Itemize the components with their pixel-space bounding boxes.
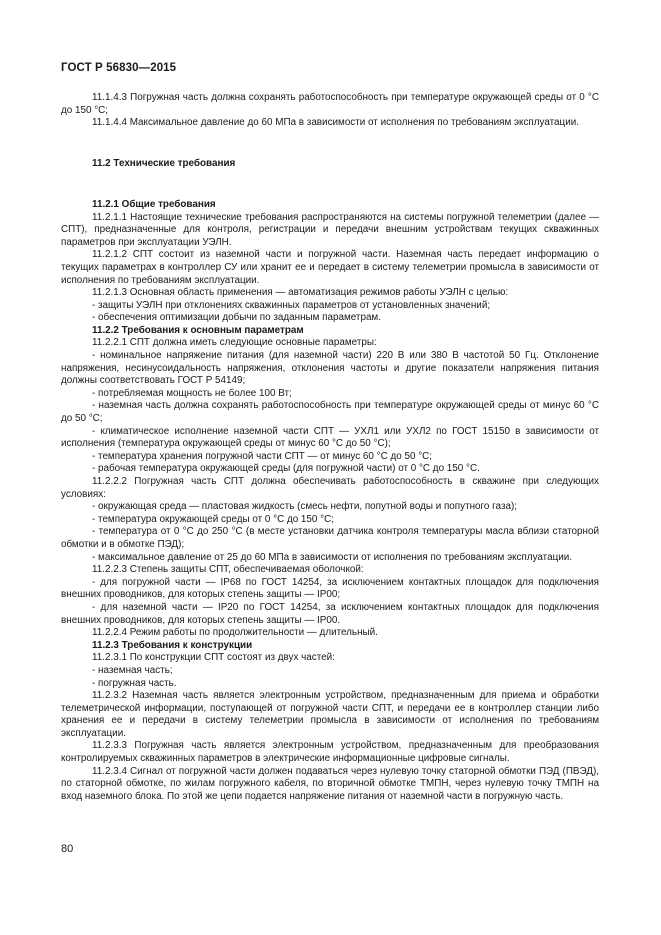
section-heading: 11.2.1 Общие требования — [92, 198, 216, 210]
paragraph: 11.2.2.2 Погружная часть СПТ должна обеспечивать работоспособность в скважине при следующих условиях: — [61, 476, 599, 500]
list-item: - температура от 0 °С до 250 °С (в месте установки датчика контроля температуры масла вблизи статорной обмотки и в обмотке ПЭД); — [61, 526, 599, 550]
section-spacer — [61, 140, 599, 149]
paragraph: 11.2.2.1 СПТ должна иметь следующие основные параметры: — [92, 337, 377, 349]
paragraph: 11.2.3.4 Сигнал от погружной части должен подаваться через нулевую точку статорной обмотки ПЭД (ПВЭД), по статорной обмотке, по жилам погружного кабеля, по вторичной обмотке ТМПН, через нулевую точку ТМПН на вход наземного блока. По этой же цепи подается напряжение питания от наземной части в погружную часть. — [61, 765, 599, 802]
paragraph: 11.2.2.3 Степень защиты СПТ, обеспечиваемая оболочкой: — [92, 564, 364, 576]
list-item: - максимальное давление от 25 до 60 МПа в зависимости от исполнения по требованиям эксплуатации. — [92, 551, 573, 563]
paragraph: 11.2.1.1 Настоящие технические требования распространяются на системы погружной телеметрии (далее — СПТ), предназначенные для контроля, регистрации и передачи внешним устройствам текущих скважинных параметров при эксплуатации УЭЛН. — [61, 211, 599, 248]
list-item: - наземная часть должна сохранять работоспособность при температуре окружающей среды от минус 60 °С до 50 °С; — [61, 400, 599, 425]
list-item: - рабочая температура окружающей среды (для погружной части) от 0 °С до 150 °С. — [92, 463, 480, 475]
paragraph: 11.2.3.1 По конструкции СПТ состоят из двух частей: — [92, 652, 335, 664]
section-spacer — [61, 181, 599, 190]
list-item: - погружная часть. — [92, 677, 177, 689]
paragraph: 11.2.3.3 Погружная часть является электронным устройством, предназначенным для преобразования контролируемых скважинных параметров в электрические информационные цифровые сигналы. — [61, 740, 599, 765]
list-item: - температура хранения погружной части СПТ — от минус 60 °С до 50 °С; — [92, 450, 433, 462]
section-heading: 11.2.2 Требования к основным параметрам — [92, 324, 304, 336]
paragraph: 11.1.4.3 Погружная часть должна сохранять работоспособность при температуре окружающей среды от 0 °С до 150 °С; — [61, 92, 599, 116]
paragraph: 11.2.1.2 СПТ состоит из наземной части и погружной части. Наземная часть передает информацию о текущих параметрах в контроллер СУ или хранит ее и передает в систему телеметрии промысла в зависимости от исполнения по требованиям эксплуатации. — [61, 249, 599, 286]
page-number: 80 — [61, 843, 74, 855]
section-heading: 11.2.3 Требования к конструкции — [92, 639, 253, 651]
list-item: - защиты УЭЛН при отклонениях скважинных параметров от установленных значений; — [92, 299, 491, 311]
paragraph: 11.2.3.2 Наземная часть является электронным устройством, предназначенным для приема и обработки телеметрической информации, поступающей от погружной части СПТ, и передачи ее в контроллер станции либо хранения ее и передачи в систему телеметрии промысла в зависимости от исполнения по требованиям эксплуатации. — [61, 690, 599, 739]
list-item: - наземная часть; — [92, 664, 173, 676]
section-heading: 11.2 Технические требования — [92, 158, 236, 170]
list-item: - окружающая среда — пластовая жидкость (смесь нефти, попутной воды и попутного газа); — [92, 501, 517, 513]
list-item: - для погружной части — IP68 по ГОСТ 14254, за исключением контактных площадок для подключения внешних проводников, для которых степень защиты — IP00; — [61, 576, 599, 601]
paragraph: 11.2.1.3 Основная область применения — автоматизация режимов работы УЭЛН с целью: — [92, 287, 509, 299]
list-item: - для наземной части — IP20 по ГОСТ 14254, за исключением контактных площадок для подключения внешних проводников, для которых степень защиты — IP00. — [61, 601, 599, 626]
list-item: - обеспечения оптимизации добычи по заданным параметрам. — [92, 312, 381, 324]
paragraph: 11.2.2.4 Режим работы по продолжительности — длительный. — [92, 627, 378, 639]
list-item: - климатическое исполнение наземной части СПТ — УХЛ1 или УХЛ2 по ГОСТ 15150 в зависимости от исполнения (температура окружающей среды от минус 60 °С до 50 °С); — [61, 425, 599, 450]
list-item: - температура окружающей среды от 0 °С до 150 °С; — [92, 513, 334, 525]
list-item: - номинальное напряжение питания (для наземной части) 220 В или 380 В частотой 50 Гц. Отклонение напряжения, несинусоидальность напряжения, отклонения частоты и другие показатели напряжения питания должны соответствовать ГОСТ Р 54149; — [61, 350, 599, 387]
document-header: ГОСТ Р 56830—2015 — [61, 62, 177, 74]
paragraph: 11.1.4.4 Максимальное давление до 60 МПа в зависимости от исполнения по требованиям эксплуатации. — [92, 117, 579, 129]
list-item: - потребляемая мощность не более 100 Вт; — [92, 387, 292, 399]
document-body — [61, 92, 599, 803]
